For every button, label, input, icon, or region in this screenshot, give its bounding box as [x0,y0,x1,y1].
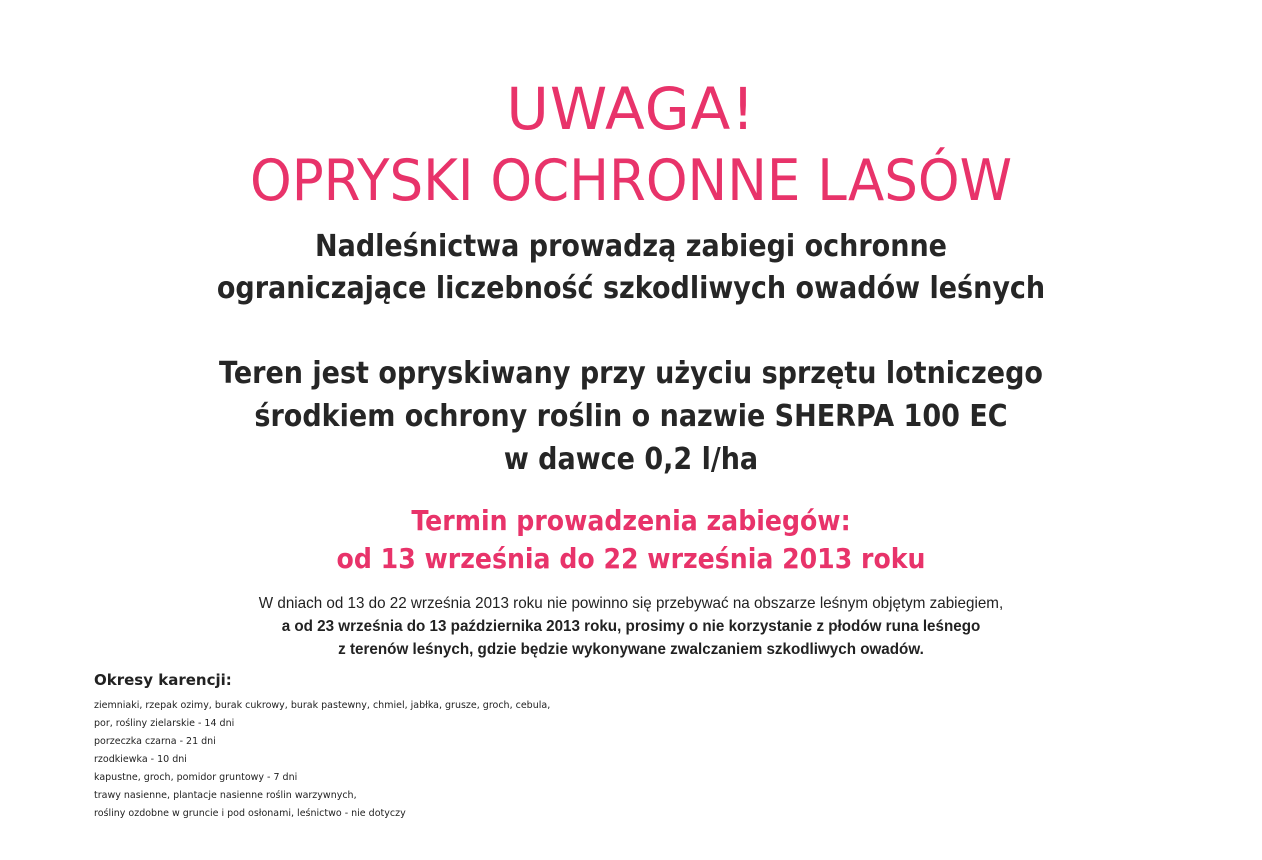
intro-line-2: ograniczające liczebność szkodliwych owadów leśnych [216,271,1046,306]
treatment-term [63,502,1199,578]
spraying-info [63,352,1199,481]
spraying-line-1: Teren jest opryskiwany przy użyciu sprzętu lotniczego [219,356,1043,391]
withdrawal-item: trawy nasienne, plantacje nasienne roślin warzywnych, [94,790,357,801]
term-heading: Termin prowadzenia zabiegów: [411,504,851,537]
withdrawal-periods-heading: Okresy karencji: [94,671,232,689]
withdrawal-item: por, rośliny zielarskie - 14 dni [94,718,235,729]
withdrawal-item: rośliny ozdobne w gruncie i pod osłonami, leśnictwo - nie dotyczy [94,808,406,819]
title-warning: UWAGA! [506,75,756,143]
intro-line-1: Nadleśnictwa prowadzą zabiegi ochronne [315,229,947,264]
notice-line-1: W dniach od 13 do 22 września 2013 roku nie powinno się przebywać na obszarze leśnym objętym zabiegiem, [258,595,1004,612]
withdrawal-item: ziemniaki, rzepak ozimy, burak cukrowy, burak pastewny, chmiel, jabłka, grusze, groch, cebula, [94,700,551,711]
term-dates: od 13 września do 22 września 2013 roku [336,542,926,575]
withdrawal-item: rzodkiewka - 10 dni [94,754,187,765]
withdrawal-periods [94,671,550,823]
withdrawal-item: porzeczka czarna - 21 dni [94,736,216,747]
spraying-line-2: środkiem ochrony roślin o nazwie SHERPA 100 EC [254,399,1008,434]
notice-line-2: a od 23 września do 13 października 2013 roku, prosimy o nie korzystanie z płodów runa leśnego [281,618,981,635]
public-notice [32,592,1231,661]
spraying-line-3: w dawce 0,2 l/ha [503,442,759,477]
withdrawal-item: kapustne, groch, pomidor gruntowy - 7 dni [94,772,298,783]
intro-text [63,226,1199,310]
title-forest-spraying: OPRYSKI OCHRONNE LASÓW [249,148,1013,214]
notice-line-3: z terenów leśnych, gdzie będzie wykonywane zwalczaniem szkodliwych owadów. [338,641,924,658]
